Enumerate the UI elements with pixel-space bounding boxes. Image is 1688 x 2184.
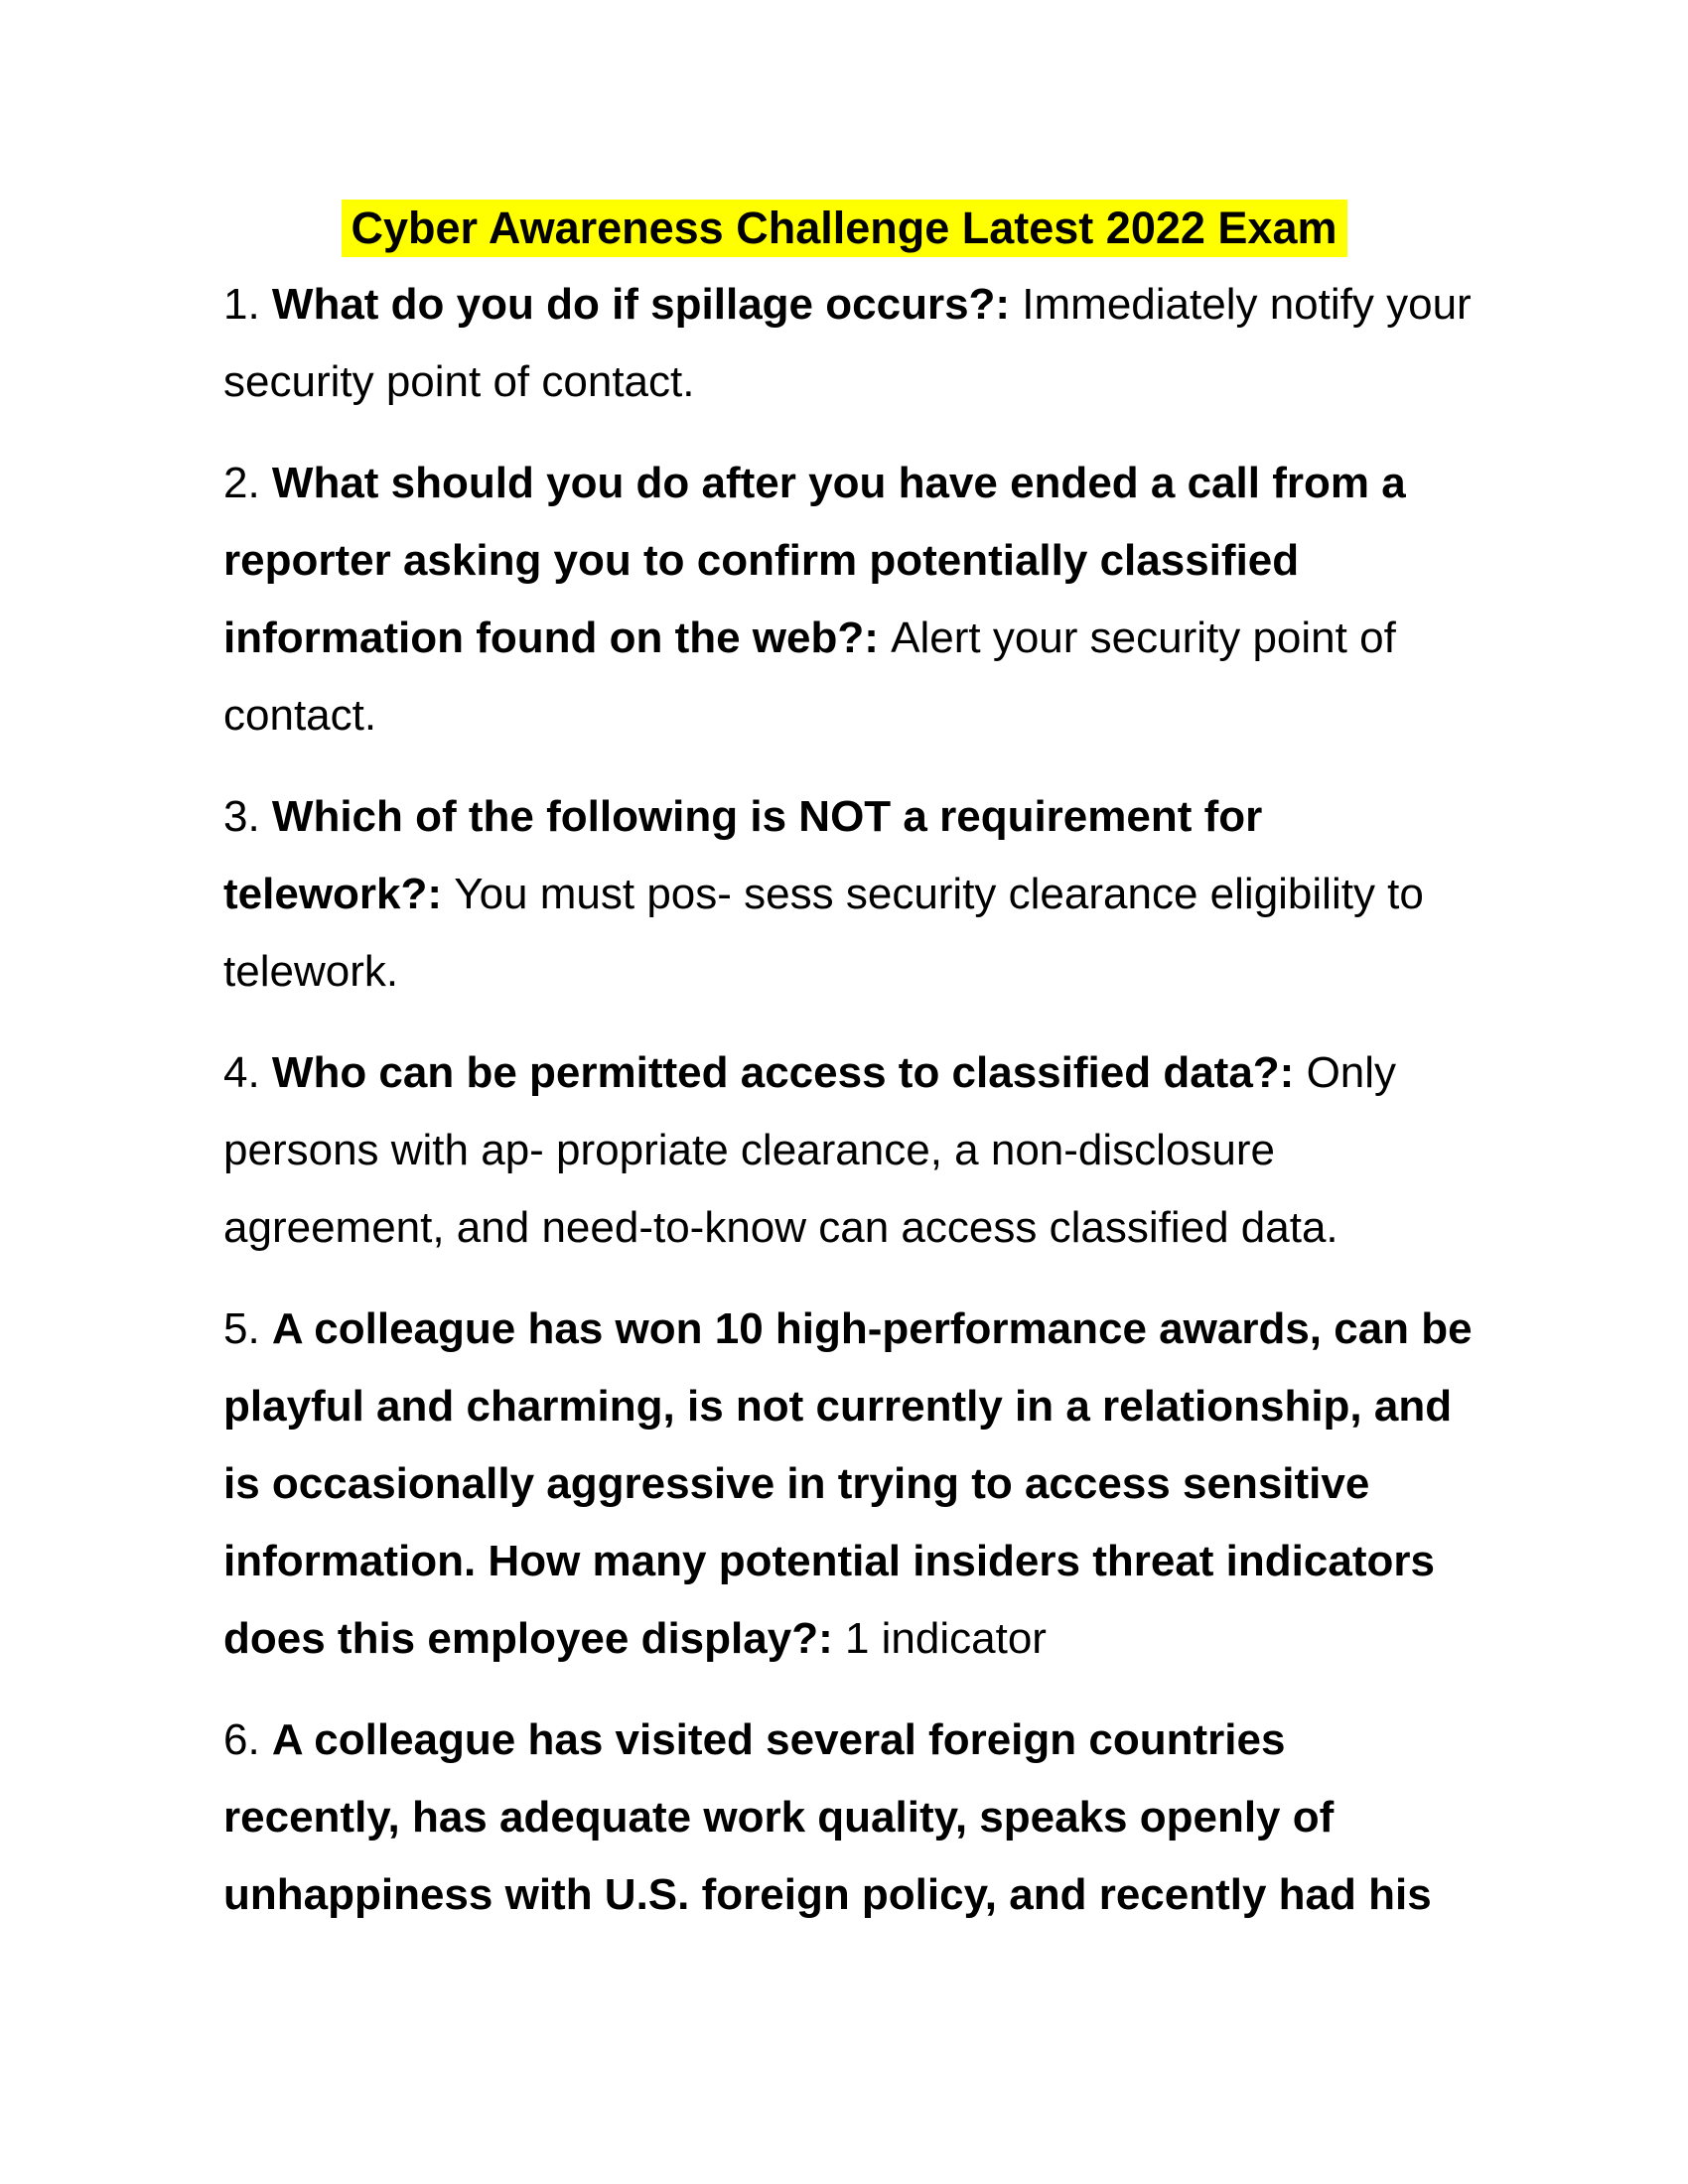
answer-text: agreement, and need-to-know can access classified data. — [223, 1203, 1338, 1252]
question-text-bold: What should you do after you have ended a call from a — [271, 459, 1406, 507]
question-line — [223, 856, 1539, 933]
answer-text: 5. — [223, 1304, 272, 1353]
question-line — [223, 1291, 1539, 1368]
question-text-bold: reporter asking you to confirm potentially classified — [223, 536, 1300, 585]
question-paragraph — [223, 778, 1539, 1011]
question-line — [223, 1856, 1539, 1934]
question-line — [223, 522, 1539, 600]
question-paragraph — [223, 1034, 1539, 1267]
question-line — [223, 1523, 1539, 1600]
question-line — [223, 343, 1539, 421]
answer-text: 4. — [223, 1048, 272, 1097]
answer-text: 1. — [223, 280, 272, 329]
question-paragraph — [223, 266, 1539, 421]
question-text-bold: is occasionally aggressive in trying to access sensitive — [223, 1459, 1370, 1508]
question-text-bold: telework?: — [223, 870, 455, 918]
question-line — [223, 1034, 1539, 1112]
question-text-bold: recently, has adequate work quality, speaks openly of — [223, 1793, 1335, 1842]
question-text-bold: information found on the web?: — [223, 614, 892, 662]
question-text-bold: unhappiness with U.S. foreign policy, and recently had his — [223, 1870, 1432, 1919]
answer-text: 3. — [223, 792, 272, 841]
question-text-bold: does this employee display?: — [223, 1614, 845, 1663]
question-line — [223, 1368, 1539, 1445]
question-paragraph — [223, 1702, 1539, 1934]
question-text-bold: Who can be permitted access to classified data?: — [271, 1048, 1307, 1097]
answer-text: 1 indicator — [844, 1614, 1047, 1663]
question-line — [223, 1779, 1539, 1856]
question-line — [223, 266, 1539, 343]
question-text-bold: information. How many potential insiders threat indicators — [223, 1537, 1435, 1585]
answer-text: Only — [1306, 1048, 1397, 1097]
answer-text: 2. — [223, 459, 272, 507]
question-line — [223, 445, 1539, 522]
question-text-bold: What do you do if spillage occurs?: — [271, 280, 1023, 329]
answer-text: Alert your security point of — [891, 614, 1396, 662]
question-text-bold: A colleague has won 10 high-performance awards, can be — [271, 1304, 1473, 1353]
question-paragraph — [223, 1291, 1539, 1678]
question-line — [223, 1445, 1539, 1523]
answer-text: Immediately notify your — [1022, 280, 1472, 329]
document-title-row — [0, 0, 1688, 257]
answer-text: persons with ap- propriate clearance, a non-disclosure — [223, 1126, 1276, 1174]
question-line — [223, 1189, 1539, 1267]
question-line — [223, 1702, 1539, 1779]
document-title: Cyber Awareness Challenge Latest 2022 Exam — [342, 200, 1347, 257]
question-line — [223, 1600, 1539, 1678]
question-line — [223, 1112, 1539, 1189]
answer-text: security point of contact. — [223, 357, 695, 406]
answer-text: 6. — [223, 1715, 272, 1764]
answer-text: You must pos- sess security clearance eligibility to — [454, 870, 1424, 918]
answer-text: contact. — [223, 691, 377, 740]
question-text-bold: Which of the following is NOT a requirement for — [271, 792, 1263, 841]
questions — [223, 266, 1539, 1934]
question-line — [223, 933, 1539, 1011]
answer-text: telework. — [223, 947, 399, 996]
question-text-bold: A colleague has visited several foreign countries — [271, 1715, 1286, 1764]
question-text-bold: playful and charming, is not currently in a relationship, and — [223, 1382, 1453, 1431]
question-line — [223, 677, 1539, 754]
question-line — [223, 778, 1539, 856]
question-paragraph — [223, 445, 1539, 754]
question-line — [223, 600, 1539, 677]
